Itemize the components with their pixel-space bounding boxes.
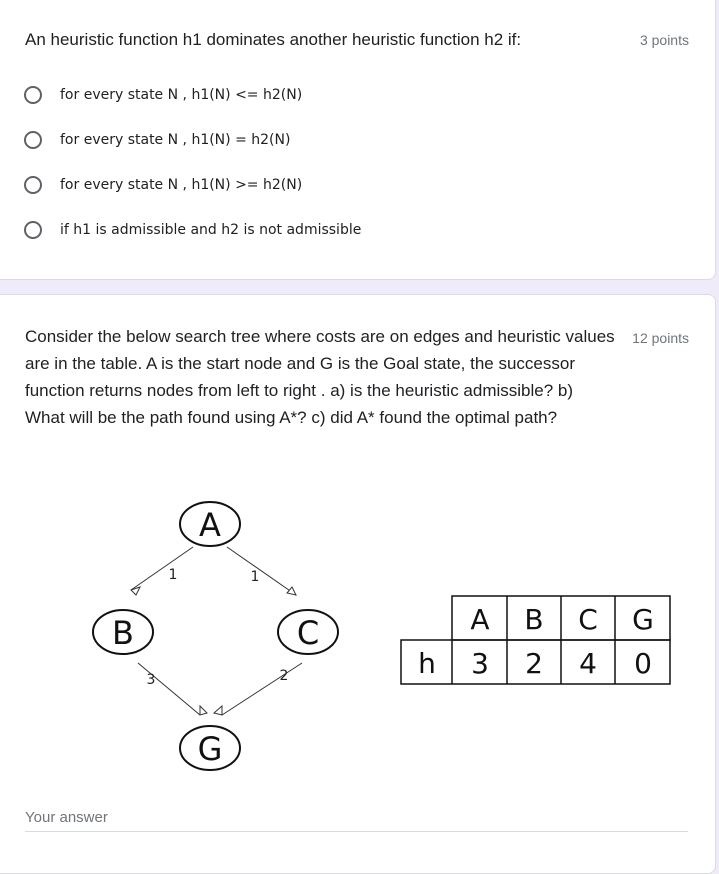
option-1[interactable] bbox=[24, 83, 302, 107]
question-card-2 bbox=[0, 294, 716, 874]
option-label: if h1 is admissible and h2 is not admissible bbox=[60, 222, 362, 238]
arrow-head-g-left bbox=[200, 706, 207, 715]
edge-label-cg: 2 bbox=[279, 668, 289, 684]
table-header-b: B bbox=[524, 603, 544, 636]
node-label-g: G bbox=[197, 730, 223, 768]
arrow-head-b bbox=[131, 587, 140, 595]
node-label-b: B bbox=[112, 614, 134, 652]
table-value-a: 3 bbox=[471, 647, 489, 680]
edge-label-ac: 1 bbox=[250, 569, 260, 585]
edge-a-b bbox=[131, 547, 193, 590]
table-value-c: 4 bbox=[579, 647, 597, 680]
option-2[interactable] bbox=[24, 128, 290, 152]
option-label: for every state N , h1(N) >= h2(N) bbox=[60, 177, 303, 193]
edge-b-g bbox=[138, 663, 200, 715]
arrow-head-g-right bbox=[214, 706, 222, 715]
table-value-g: 0 bbox=[634, 647, 652, 680]
edge-label-ab: 1 bbox=[168, 567, 178, 583]
table-header-g: G bbox=[632, 603, 654, 636]
search-tree-figure bbox=[0, 295, 716, 795]
node-label-c: C bbox=[296, 614, 320, 652]
table-header-a: A bbox=[470, 603, 490, 636]
question-2-title: Consider the below search tree where costs are on edges and heuristic values are in the table. A is the start node and G is the Goal state, the successor function returns nodes from left to right . a) is the heuristic admissible? b) What will be the path found using A*? c) did A* found the optimal path? bbox=[25, 327, 615, 427]
option-label: for every state N , h1(N) <= h2(N) bbox=[60, 87, 303, 103]
table-value-b: 2 bbox=[525, 647, 543, 680]
radio-button[interactable] bbox=[24, 131, 42, 149]
option-4[interactable] bbox=[24, 218, 361, 242]
radio-button[interactable] bbox=[24, 221, 42, 239]
edge-a-c bbox=[227, 547, 296, 595]
option-label: for every state N , h1(N) = h2(N) bbox=[60, 132, 291, 148]
radio-button[interactable] bbox=[24, 86, 42, 104]
edge-c-g bbox=[222, 663, 302, 715]
edge-label-bg: 3 bbox=[146, 672, 156, 688]
question-1-title: An heuristic function h1 dominates another heuristic function h2 if: bbox=[25, 30, 522, 49]
table-header-c: C bbox=[578, 603, 598, 636]
your-answer-label: Your answer bbox=[25, 809, 108, 826]
node-label-a: A bbox=[199, 506, 221, 544]
table-row-label: h bbox=[418, 647, 436, 680]
answer-underline bbox=[25, 831, 688, 832]
question-2-points: 12 points bbox=[632, 330, 689, 346]
arrow-head-c bbox=[287, 587, 296, 595]
option-3[interactable] bbox=[24, 173, 302, 197]
answer-input[interactable] bbox=[25, 799, 692, 833]
radio-button[interactable] bbox=[24, 176, 42, 194]
question-card-1 bbox=[0, 0, 716, 280]
question-1-points: 3 points bbox=[639, 32, 689, 48]
